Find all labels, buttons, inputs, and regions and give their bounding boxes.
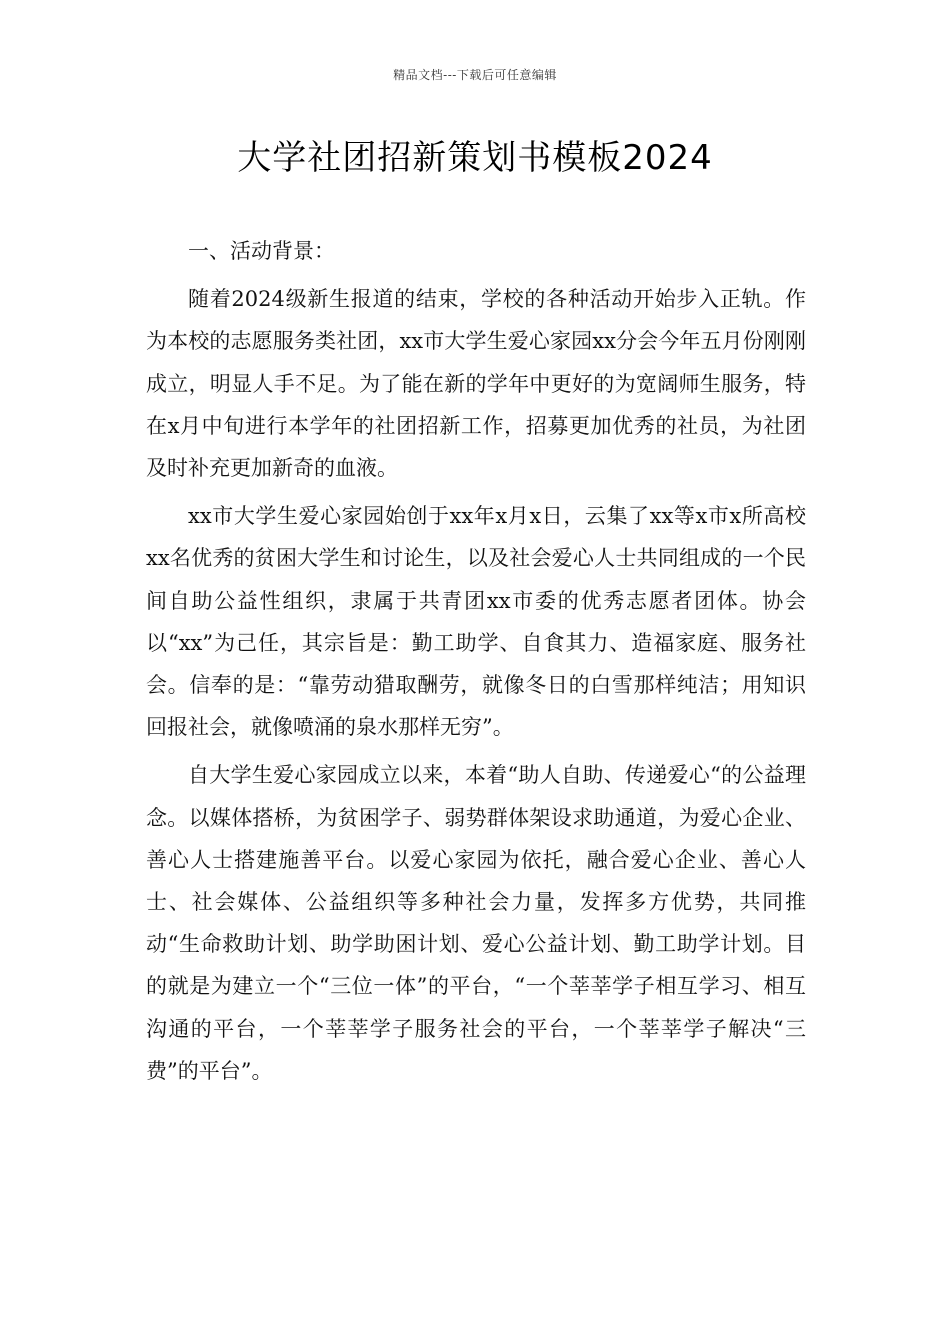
header-note: 精品文档---下载后可任意编辑 (393, 68, 557, 82)
body-paragraph: 自大学生爱心家园成立以来，本着“助人自助、传递爱心“的公益理念。以媒体搭桥，为贫困学子、弱势群体架设求助通道，为爱心企业、善心人士搭建施善平台。以爱心家园为依托，融合爱心企业、善心人士、社会媒体、公益组织等多种社会力量，发挥多方优势，共同推动“生命救助计划、助学助困计划、爱心公益计划、勤工助学计划。目的就是为建立一个“三位一体”的平台，“一个莘莘学子相互学习、相互沟通的平台，一个莘莘学子服务社会的平台，一个莘莘学子解决“三费”的平台”。 (146, 763, 806, 1083)
section-heading: 一、活动背景： (188, 239, 335, 263)
document-body (146, 230, 806, 1098)
document-title: 大学社团招新策划书模板2024 (237, 138, 713, 178)
body-paragraph: xx市大学生爱心家园始创于xx年x月x日，云集了xx等x市x所高校xx名优秀的贫困大学生和讨论生，以及社会爱心人士共同组成的一个民间自助公益性组织，隶属于共青团xx市委的优秀志愿者团体。协会以“xx”为己任，其宗旨是：勤工助学、自食其力、造福家庭、服务社会。信奉的是：“靠劳动猎取酬劳，就像冬日的白雪那样纯洁；用知识回报社会，就像喷涌的泉水那样无穷”。 (146, 504, 806, 740)
body-paragraph: 随着2024级新生报道的结束，学校的各种活动开始步入正轨。作为本校的志愿服务类社团，xx市大学生爱心家园xx分会今年五月份刚刚成立，明显人手不足。为了能在新的学年中更好的为宽阔师生服务，特在x月中旬进行本学年的社团招新工作，招募更加优秀的社员，为社团及时补充更加新奇的血液。 (146, 287, 806, 481)
